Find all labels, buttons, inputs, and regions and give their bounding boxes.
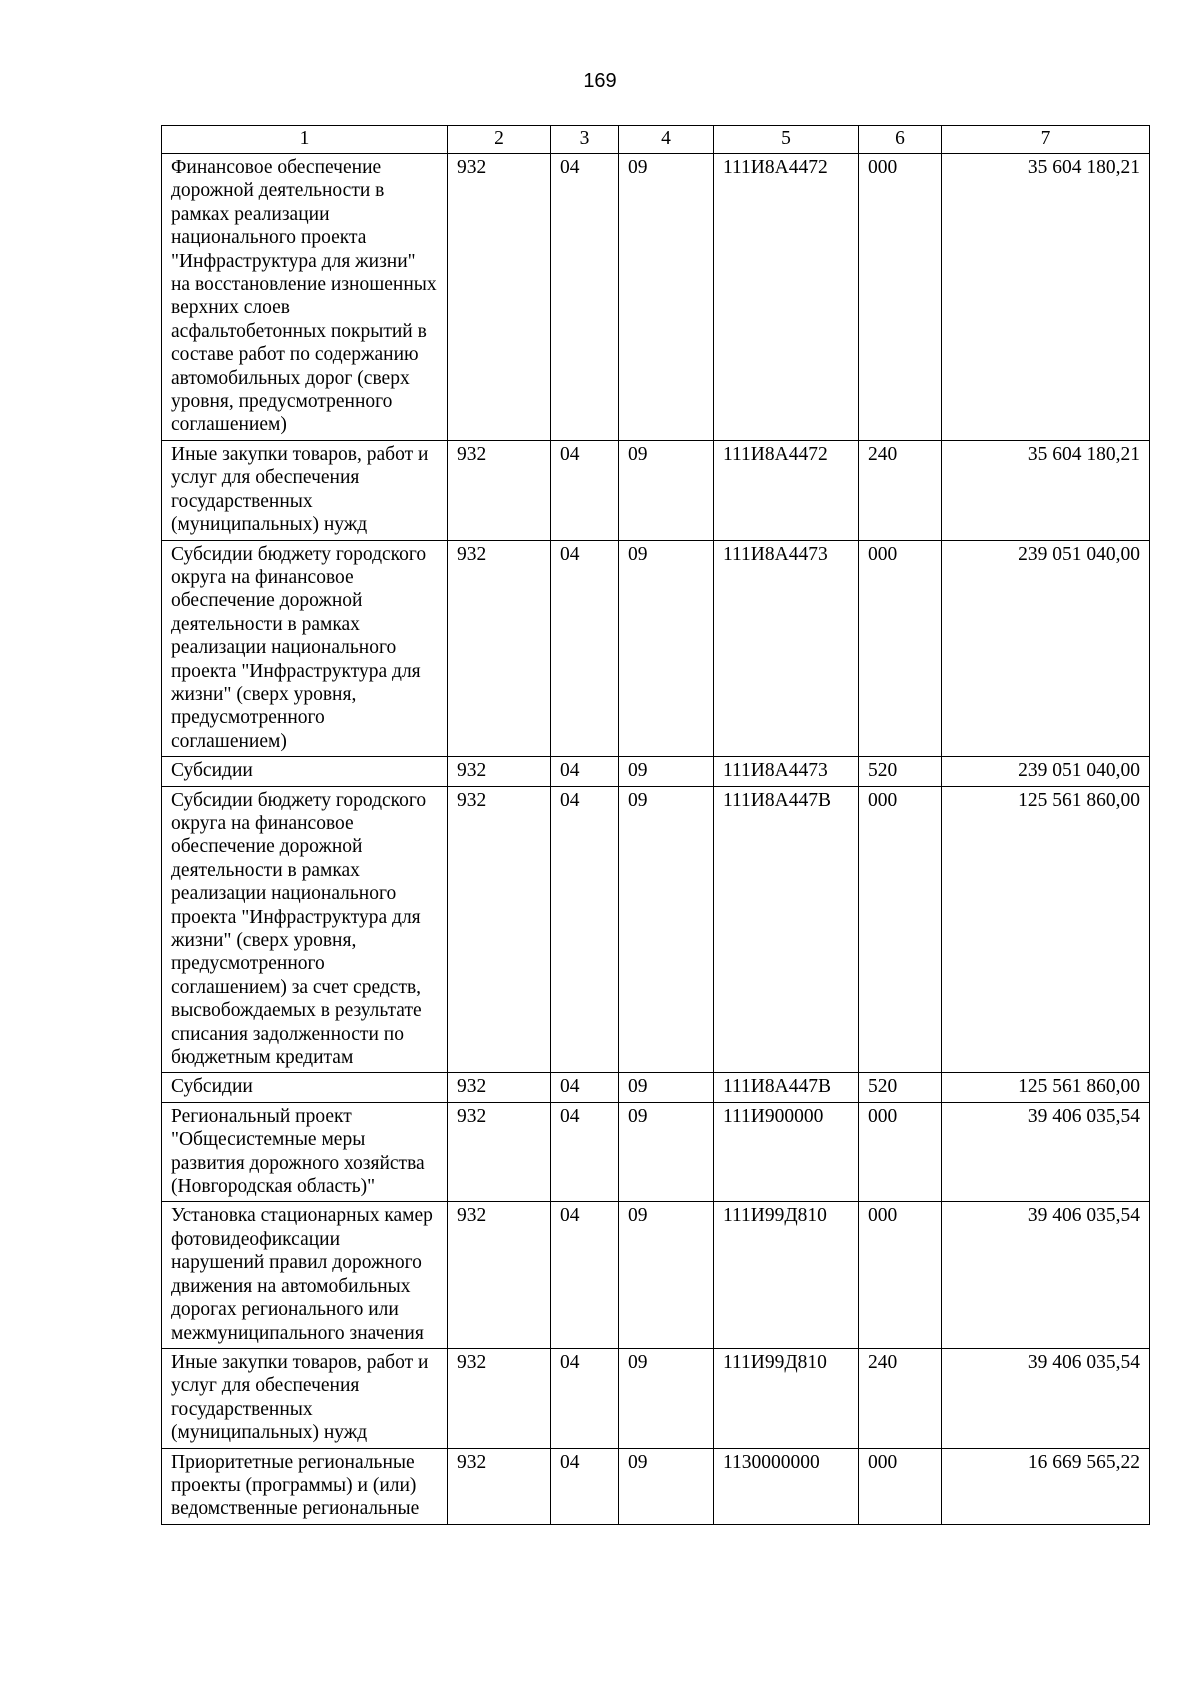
row-name: Установка стационарных камер фотовидеофиксации нарушений правил дорожного движения на автомобильных дорогах регионального или межмуниципального значения [162, 1202, 448, 1348]
cell-ministry-code: 932 [448, 1102, 551, 1202]
row-name: Приоритетные региональные проекты (программы) и (или) ведомственные региональные [162, 1448, 448, 1524]
cell-target-article: 111И900000 [714, 1102, 859, 1202]
cell-amount: 39 406 035,54 [942, 1202, 1150, 1348]
row-name: Субсидии [162, 757, 448, 786]
page-number: 169 [583, 70, 617, 92]
cell-expense-type: 240 [859, 440, 942, 540]
cell-target-article: 111И8А4473 [714, 540, 859, 757]
table-row [162, 1073, 1150, 1102]
cell-subsection: 09 [619, 1348, 714, 1448]
cell-subsection: 09 [619, 1448, 714, 1524]
cell-subsection: 09 [619, 540, 714, 757]
cell-amount: 16 669 565,22 [942, 1448, 1150, 1524]
cell-amount: 39 406 035,54 [942, 1348, 1150, 1448]
column-header: 6 [859, 126, 942, 154]
budget-table [161, 125, 1150, 1525]
cell-amount: 35 604 180,21 [942, 154, 1150, 441]
cell-section: 04 [551, 1102, 619, 1202]
row-name: Региональный проект "Общесистемные меры развития дорожного хозяйства (Новгородская область)" [162, 1102, 448, 1202]
row-name: Субсидии бюджету городского округа на финансовое обеспечение дорожной деятельности в рамках реализации национального проекта "Инфраструктура для жизни" (сверх уровня, предусмотренного соглашением) за счет средств, высвобождаемых в результате списания задолженности по бюджетным кредитам [162, 786, 448, 1073]
row-name: Субсидии [162, 1073, 448, 1102]
cell-subsection: 09 [619, 1073, 714, 1102]
cell-target-article: 111И8А4473 [714, 757, 859, 786]
cell-subsection: 09 [619, 786, 714, 1073]
cell-amount: 239 051 040,00 [942, 757, 1150, 786]
cell-target-article: 111И8А447В [714, 786, 859, 1073]
table-row [162, 1448, 1150, 1524]
header-row [162, 126, 1150, 154]
cell-expense-type: 520 [859, 757, 942, 786]
table-row [162, 540, 1150, 757]
cell-target-article: 111И8А447В [714, 1073, 859, 1102]
cell-section: 04 [551, 1202, 619, 1348]
cell-section: 04 [551, 757, 619, 786]
cell-expense-type: 000 [859, 540, 942, 757]
cell-target-article: 111И99Д810 [714, 1202, 859, 1348]
cell-target-article: 1130000000 [714, 1448, 859, 1524]
cell-section: 04 [551, 1073, 619, 1102]
cell-amount: 125 561 860,00 [942, 786, 1150, 1073]
column-header: 4 [619, 126, 714, 154]
table-row [162, 1102, 1150, 1202]
column-header: 1 [162, 126, 448, 154]
cell-expense-type: 240 [859, 1348, 942, 1448]
row-name: Иные закупки товаров, работ и услуг для обеспечения государственных (муниципальных) нужд [162, 440, 448, 540]
cell-amount: 125 561 860,00 [942, 1073, 1150, 1102]
column-header: 2 [448, 126, 551, 154]
row-name: Иные закупки товаров, работ и услуг для обеспечения государственных (муниципальных) нужд [162, 1348, 448, 1448]
row-name: Финансовое обеспечение дорожной деятельности в рамках реализации национального проекта "Инфраструктура для жизни" на восстановление изношенных верхних слоев асфальтобетонных покрытий в составе работ по содержанию автомобильных дорог (сверх уровня, предусмотренного соглашением) [162, 154, 448, 441]
cell-subsection: 09 [619, 154, 714, 441]
cell-ministry-code: 932 [448, 540, 551, 757]
cell-amount: 35 604 180,21 [942, 440, 1150, 540]
cell-expense-type: 000 [859, 154, 942, 441]
cell-ministry-code: 932 [448, 786, 551, 1073]
cell-expense-type: 520 [859, 1073, 942, 1102]
column-header: 3 [551, 126, 619, 154]
cell-ministry-code: 932 [448, 1073, 551, 1102]
cell-ministry-code: 932 [448, 440, 551, 540]
cell-section: 04 [551, 1448, 619, 1524]
cell-ministry-code: 932 [448, 1448, 551, 1524]
cell-ministry-code: 932 [448, 1348, 551, 1448]
cell-subsection: 09 [619, 1102, 714, 1202]
cell-section: 04 [551, 154, 619, 441]
cell-ministry-code: 932 [448, 154, 551, 441]
cell-ministry-code: 932 [448, 757, 551, 786]
cell-section: 04 [551, 786, 619, 1073]
table-row [162, 154, 1150, 441]
cell-ministry-code: 932 [448, 1202, 551, 1348]
cell-subsection: 09 [619, 1202, 714, 1348]
cell-amount: 239 051 040,00 [942, 540, 1150, 757]
table-row [162, 440, 1150, 540]
cell-subsection: 09 [619, 440, 714, 540]
cell-subsection: 09 [619, 757, 714, 786]
cell-expense-type: 000 [859, 1202, 942, 1348]
table-row [162, 757, 1150, 786]
cell-target-article: 111И99Д810 [714, 1348, 859, 1448]
cell-target-article: 111И8А4472 [714, 440, 859, 540]
cell-expense-type: 000 [859, 1102, 942, 1202]
cell-amount: 39 406 035,54 [942, 1102, 1150, 1202]
cell-section: 04 [551, 440, 619, 540]
row-name: Субсидии бюджету городского округа на финансовое обеспечение дорожной деятельности в рамках реализации национального проекта "Инфраструктура для жизни" (сверх уровня, предусмотренного соглашением) [162, 540, 448, 757]
table-row [162, 1202, 1150, 1348]
table-row [162, 786, 1150, 1073]
cell-section: 04 [551, 540, 619, 757]
column-header: 5 [714, 126, 859, 154]
column-header: 7 [942, 126, 1150, 154]
cell-expense-type: 000 [859, 1448, 942, 1524]
cell-expense-type: 000 [859, 786, 942, 1073]
table-row [162, 1348, 1150, 1448]
cell-target-article: 111И8А4472 [714, 154, 859, 441]
cell-section: 04 [551, 1348, 619, 1448]
